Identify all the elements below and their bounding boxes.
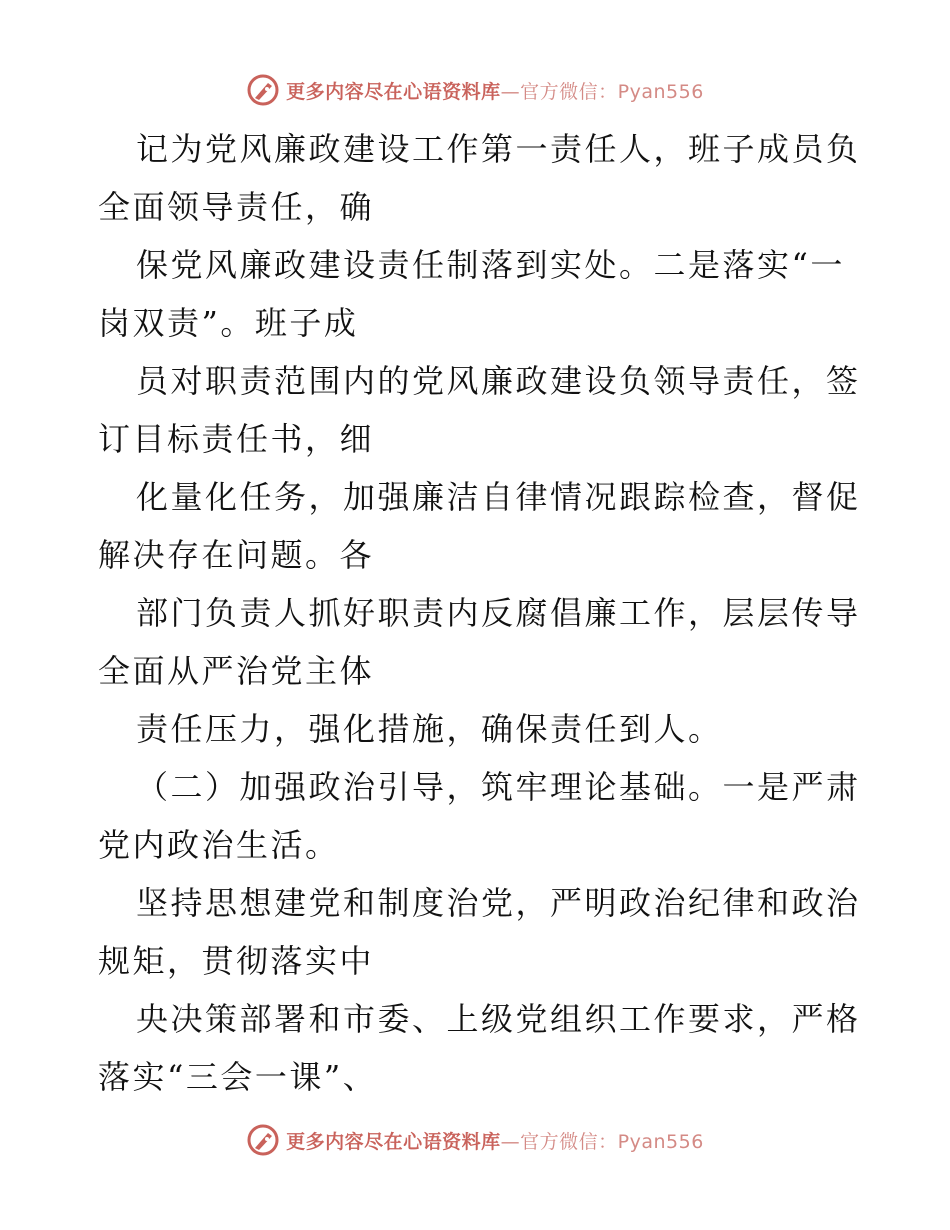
text-line: （二）加强政治引导，筑牢理论基础。一是严肃 bbox=[136, 768, 861, 806]
text-line: 坚持思想建党和制度治党，严明政治纪律和政治 bbox=[136, 884, 861, 922]
text-line: 化量化任务，加强廉洁自律情况跟踪检查，督促 bbox=[136, 478, 861, 516]
text-line: 落实“三会一课”、 bbox=[98, 1058, 378, 1096]
watermark-text bbox=[286, 77, 704, 104]
watermark-suffix: —官方微信：Pyan556 bbox=[500, 1130, 704, 1153]
text-line: 规矩，贯彻落实中 bbox=[98, 942, 375, 980]
pen-nib-logo-icon bbox=[246, 73, 280, 107]
text-line: 全面领导责任，确 bbox=[98, 188, 375, 226]
document-body bbox=[98, 120, 861, 1106]
text-line: 全面从严治党主体 bbox=[98, 652, 375, 690]
footer-watermark bbox=[0, 1120, 950, 1160]
watermark-brand: 更多内容尽在心语资料库 bbox=[286, 80, 501, 103]
text-line: 岗双责”。班子成 bbox=[98, 304, 359, 342]
text-line: 责任压力，强化措施，确保责任到人。 bbox=[136, 710, 723, 748]
text-line: 订目标责任书，细 bbox=[98, 420, 375, 458]
text-line: 记为党风廉政建设工作第一责任人，班子成员负 bbox=[136, 130, 861, 168]
text-line: 员对职责范围内的党风廉政建设负领导责任，签 bbox=[136, 362, 861, 400]
watermark-suffix: —官方微信：Pyan556 bbox=[500, 80, 704, 103]
watermark-text bbox=[286, 1127, 704, 1154]
text-line: 党内政治生活。 bbox=[98, 826, 340, 864]
text-line: 部门负责人抓好职责内反腐倡廉工作，层层传导 bbox=[136, 594, 861, 632]
header-watermark bbox=[0, 70, 950, 110]
pen-nib-logo-icon bbox=[246, 1123, 280, 1157]
text-line: 解决存在问题。各 bbox=[98, 536, 375, 574]
text-line: 央决策部署和市委、上级党组织工作要求，严格 bbox=[136, 1000, 861, 1038]
watermark-brand: 更多内容尽在心语资料库 bbox=[286, 1130, 501, 1153]
text-line: 保党风廉政建设责任制落到实处。二是落实“一 bbox=[136, 246, 845, 284]
